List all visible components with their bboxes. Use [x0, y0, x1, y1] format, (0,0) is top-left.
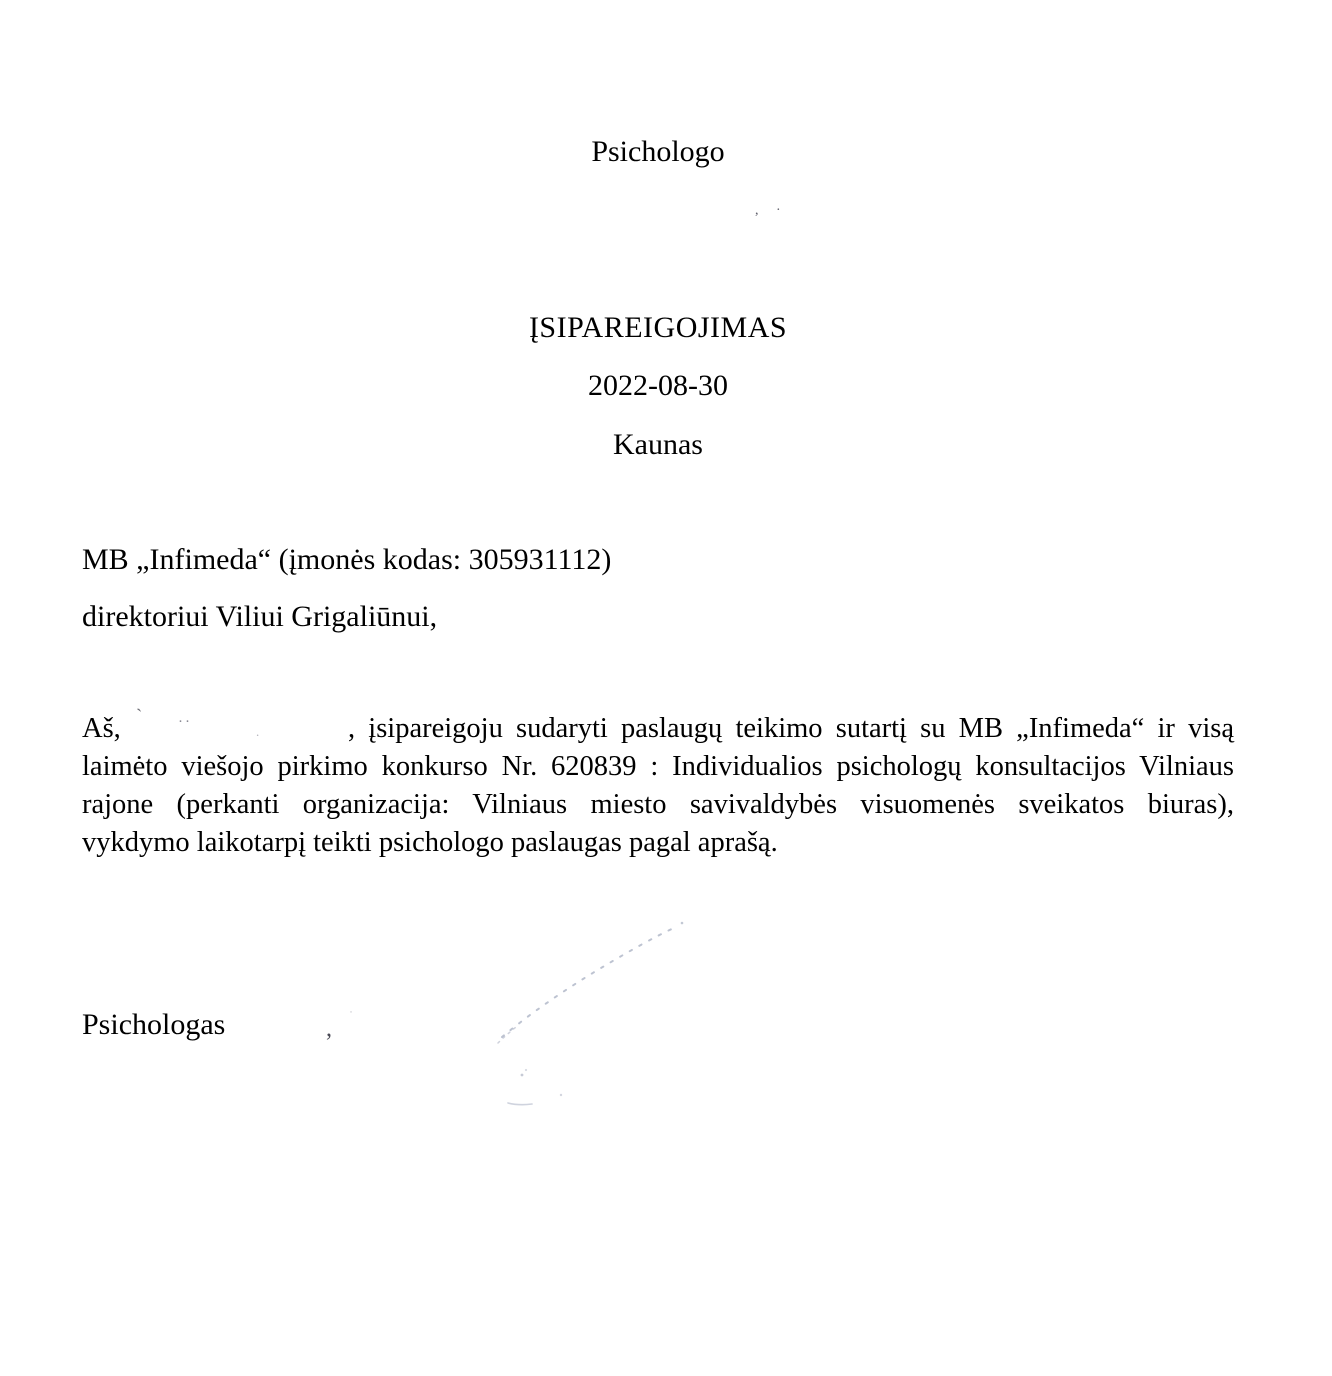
recipient-director-line: direktoriui Viliui Grigaliūnui,	[82, 600, 438, 633]
body-line-4: vykdymo laikotarpį teikti psichologo paslaugas pagal aprašą.	[82, 827, 778, 858]
body-line-3: rajone (perkanti organizacija: Vilniaus miesto savivaldybės visuomenės sveikatos biuras),	[82, 789, 1234, 820]
faint-erased-marks-top: , ·	[755, 203, 788, 218]
doc-date: 2022-08-30	[588, 369, 728, 402]
doc-type-heading: Psichologo	[591, 135, 725, 168]
faint-signature-comma: ,	[326, 1016, 332, 1042]
erased-name-mark: ··	[177, 714, 192, 730]
body-line-1-prefix: Aš,	[82, 713, 121, 744]
body-line-1-text: , įsipareigoju sudaryti paslaugų teikimo sutartį su MB „Infimeda“ ir visą	[347, 713, 1234, 744]
signature-role-label: Psichologas	[82, 1008, 226, 1041]
recipient-company-line: MB „Infimeda“ (įmonės kodas: 305931112)	[82, 543, 612, 576]
redacted-name-gap	[134, 706, 348, 739]
body-line-2: laimėto viešojo pirkimo konkurso Nr. 620839 : Individualios psichologų konsultacijos Vilniaus	[82, 751, 1234, 782]
body-paragraph	[82, 706, 1234, 862]
erased-signature-marks	[440, 915, 710, 1130]
faint-signature-speck: ˙	[349, 1008, 355, 1022]
doc-title: ĮSIPAREIGOJIMAS	[528, 311, 788, 344]
doc-city: Kaunas	[613, 428, 703, 461]
body-line-1	[82, 706, 1234, 748]
erased-name-mark: ˋ	[135, 706, 143, 727]
erased-name-mark: .	[255, 724, 260, 739]
